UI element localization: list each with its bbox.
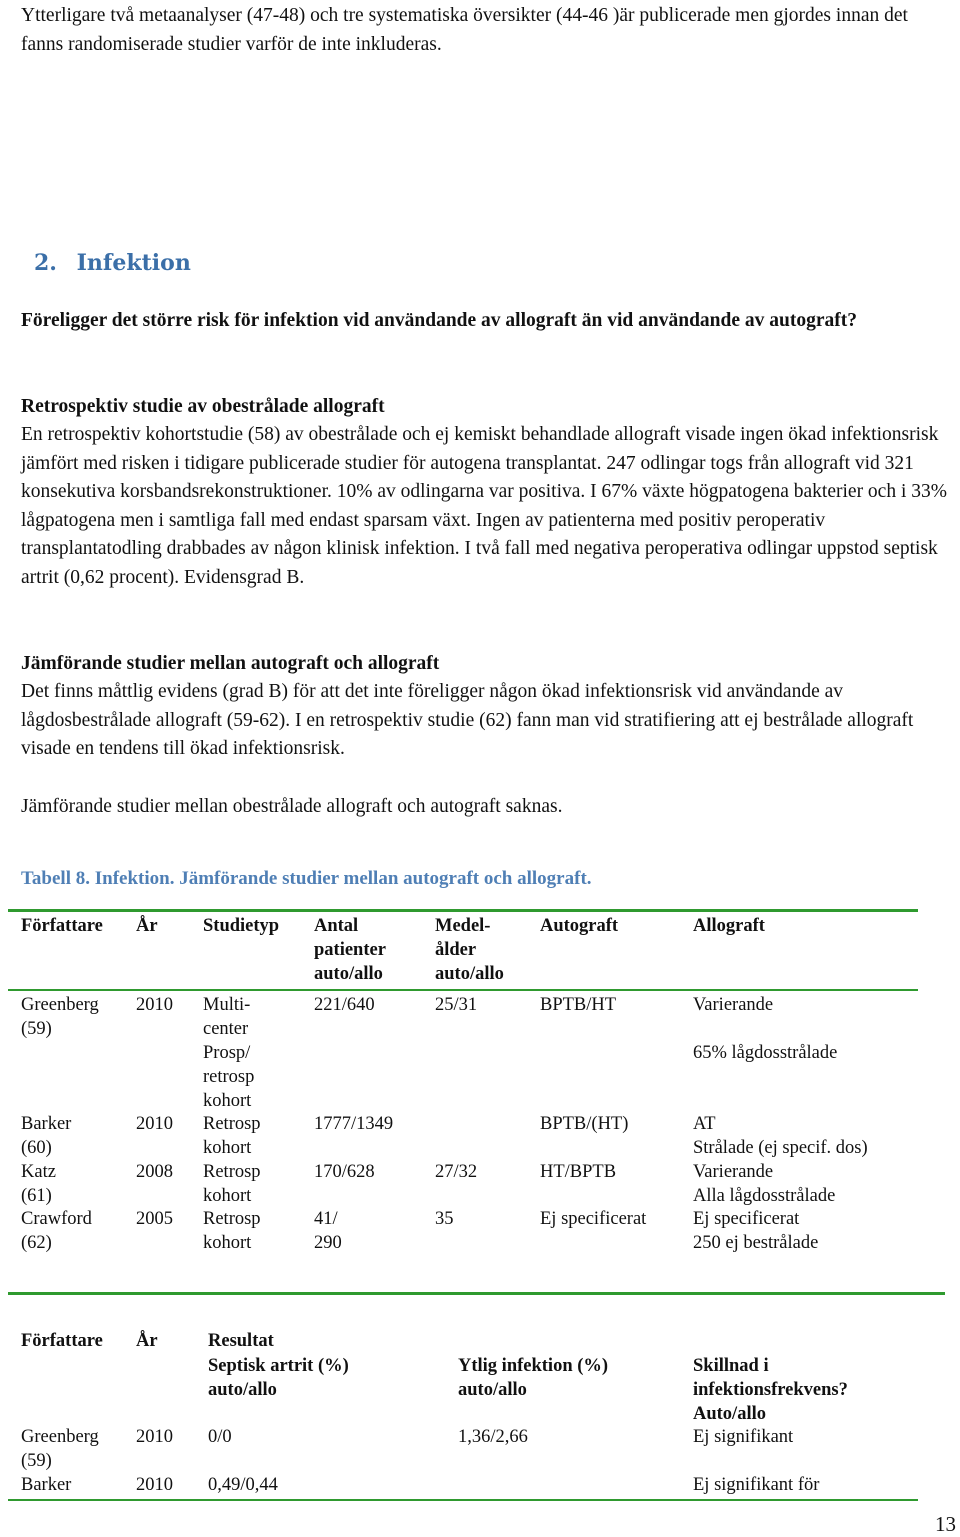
t1-cell-studytype: Multi- center Prosp/ retrosp kohort (203, 995, 255, 1111)
missing-studies-note: Jämförande studier mellan obestrålade allograft och autograft saknas. (21, 796, 563, 817)
table-1-header-rule (8, 989, 918, 991)
t2-subheader-superficial: Ytlig infektion (%) auto/allo (458, 1356, 609, 1400)
retro-body: En retrospektiv kohortstudie (58) av obestrålade och ej kemiskt behandlade allograft visade ingen ökad infektionsrisk jämfört med risken i tidigare publicerade studier för autogena transplantat. 247 odlingar togs från allograft vid 321 konsekutiva korsbandsrekonstruktioner. 10% av odlingarna var positiva. I 67% växte högpatogena bakterier och i 33% lågpatogena men i samtliga fall med endast sparsam växt. Ingen av patienterna med positiv peroperativ transplantatodling drabbades av någon klinisk infektion. I två fall med negativa peroperativa odlingar uppstod septisk artrit (0,62 procent). Evidensgrad B. (21, 424, 948, 588)
section-question: Föreligger det större risk för infektion vid användande av allograft än vid användande av autograft? (21, 310, 858, 331)
t1-cell-allograft: Varierande 65% lågdosstrålade (693, 995, 838, 1063)
table-caption: Tabell 8. Infektion. Jämförande studier mellan autograft och allograft. (21, 868, 592, 889)
t2-cell-year: 2010 (136, 1475, 173, 1495)
table-2-row-rule (8, 1499, 918, 1501)
t1-header-studytype: Studietyp (203, 916, 280, 936)
t2-header-year: År (136, 1331, 158, 1351)
t2-header-author: Författare (21, 1331, 103, 1351)
table-1-bottom-rule (8, 1292, 945, 1295)
t1-cell-allograft: AT Strålade (ej specif. dos) (693, 1114, 868, 1158)
t1-header-autograft: Autograft (540, 916, 619, 936)
t2-cell-septic: 0,49/0,44 (208, 1475, 278, 1495)
section-title: Infektion (76, 250, 191, 276)
t2-cell-difference: Ej signifikant (693, 1427, 794, 1447)
t1-cell-autograft: Ej specificerat (540, 1209, 647, 1229)
t1-cell-allograft: Varierande Alla lågdosstrålade (693, 1162, 836, 1206)
t1-cell-author: Crawford (62) (21, 1209, 92, 1253)
t1-cell-patients: 170/628 (314, 1162, 375, 1182)
t2-cell-difference: Ej signifikant för (693, 1475, 820, 1495)
t1-header-patients: Antal patienter auto/allo (314, 916, 386, 984)
t1-cell-author: Barker (60) (21, 1114, 72, 1158)
table-1-top-rule (8, 909, 918, 912)
t1-cell-year: 2008 (136, 1162, 173, 1182)
t1-cell-age: 25/31 (435, 995, 478, 1015)
compare-body: Det finns måttlig evidens (grad B) för att det inte föreligger någon ökad infektionsrisk vid användande av lågdosbestrålade allograft (59-62). I en retrospektiv studie (62) fann man vid stratifiering att ej bestrålade allograft visade en tendens till ökad infektionsrisk. (21, 681, 914, 759)
t2-header-result: Resultat (208, 1331, 274, 1351)
t1-header-year: År (136, 916, 158, 936)
t2-cell-septic: 0/0 (208, 1427, 232, 1447)
t2-cell-superficial: 1,36/2,66 (458, 1427, 528, 1447)
t1-cell-patients: 41/ 290 (314, 1209, 342, 1253)
t1-cell-author: Greenberg (59) (21, 995, 99, 1039)
retro-heading: Retrospektiv studie av obestrålade allograft (21, 396, 385, 417)
t1-cell-autograft: BPTB/(HT) (540, 1114, 629, 1134)
compare-heading: Jämförande studier mellan autograft och allograft (21, 653, 440, 674)
t1-cell-studytype: Retrosp kohort (203, 1114, 261, 1158)
t1-cell-studytype: Retrosp kohort (203, 1209, 261, 1253)
t1-cell-age: 35 (435, 1209, 454, 1229)
t2-cell-year: 2010 (136, 1427, 173, 1447)
intro-paragraph: Ytterligare två metaanalyser (47-48) och tre systematiska översikter (44-46 )är publicerade men gjordes innan det fanns randomiserade studier varför de inte inkluderas. (21, 5, 908, 55)
t1-cell-patients: 221/640 (314, 995, 375, 1015)
t2-cell-author: Barker (21, 1475, 72, 1495)
t1-header-age: Medel- ålder auto/allo (435, 916, 504, 984)
section-heading (34, 248, 191, 278)
t1-cell-patients: 1777/1349 (314, 1114, 394, 1134)
t1-cell-studytype: Retrosp kohort (203, 1162, 261, 1206)
t1-cell-autograft: HT/BPTB (540, 1162, 617, 1182)
section-number: 2. (34, 250, 57, 276)
page-number: 13 (935, 1512, 956, 1536)
t1-header-author: Författare (21, 916, 103, 936)
t1-cell-year: 2010 (136, 995, 173, 1015)
t2-subheader-difference: Skillnad i infektionsfrekvens? Auto/allo (693, 1356, 848, 1424)
t1-cell-autograft: BPTB/HT (540, 995, 617, 1015)
t1-header-allograft: Allograft (693, 916, 765, 936)
t1-cell-allograft: Ej specificerat 250 ej bestrålade (693, 1209, 819, 1253)
t2-subheader-septic: Septisk artrit (%) auto/allo (208, 1356, 349, 1400)
t1-cell-year: 2010 (136, 1114, 173, 1134)
t1-cell-year: 2005 (136, 1209, 173, 1229)
t1-cell-author: Katz (61) (21, 1162, 56, 1206)
t1-cell-age: 27/32 (435, 1162, 478, 1182)
t2-cell-author: Greenberg (59) (21, 1427, 99, 1471)
